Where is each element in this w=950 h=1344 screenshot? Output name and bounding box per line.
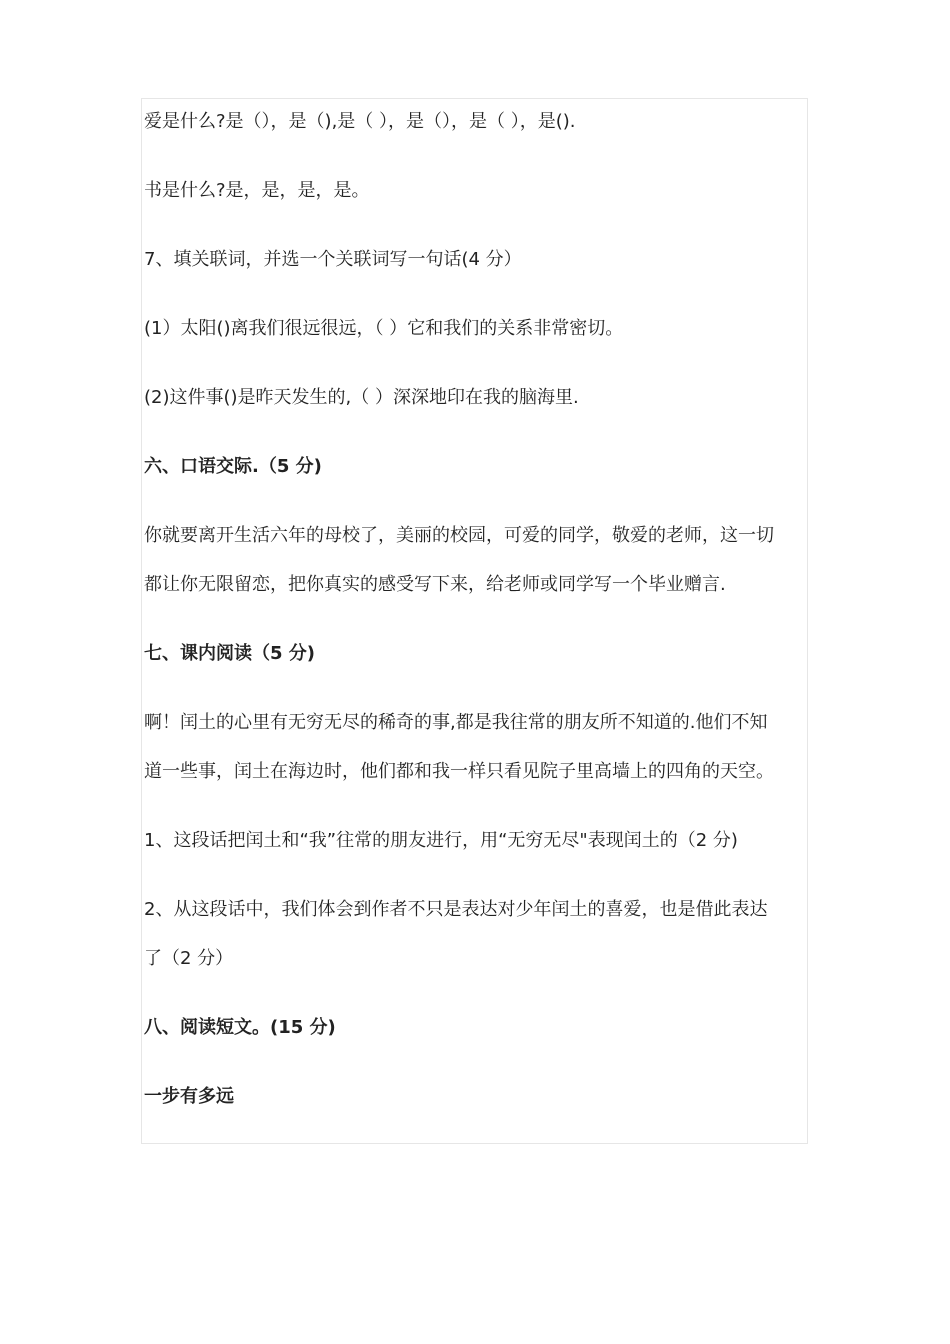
- section-7-heading: 七、课内阅读（5 分): [144, 643, 316, 664]
- section-8-heading: 八、阅读短文。(15 分): [144, 1017, 336, 1038]
- question-love-line: 爱是什么?是（），是（),是（ ），是（），是（ ），是().: [144, 111, 576, 132]
- reading-title: 一步有多远: [144, 1086, 234, 1107]
- question-7-heading: 7、填关联词，并选一个关联词写一句话(4 分）: [144, 249, 522, 270]
- section-7-question-2-line-1: 2、从这段话中，我们体会到作者不只是表达对少年闰土的喜爱，也是借此表达: [144, 899, 768, 920]
- question-7-item-2: (2)这件事()是昨天发生的,（ ）深深地印在我的脑海里.: [144, 387, 579, 408]
- section-7-passage-line-1: 啊！闰土的心里有无穷无尽的稀奇的事,都是我往常的朋友所不知道的.他们不知: [144, 712, 768, 733]
- section-7-question-1: 1、这段话把闰土和“我”往常的朋友进行，用“无穷无尽"表现闰土的（2 分): [144, 830, 738, 851]
- section-7-passage-line-2: 道一些事，闰土在海边时，他们都和我一样只看见院子里高墙上的四角的天空。: [144, 761, 774, 782]
- section-7-question-2-line-2: 了（2 分）: [144, 948, 234, 969]
- section-6-paragraph-line-2: 都让你无限留恋，把你真实的感受写下来，给老师或同学写一个毕业赠言.: [144, 574, 726, 595]
- question-book-line: 书是什么?是，是，是，是。: [144, 180, 370, 201]
- section-6-paragraph-line-1: 你就要离开生活六年的母校了，美丽的校园，可爱的同学，敬爱的老师，这一切: [144, 525, 774, 546]
- question-7-item-1: (1）太阳()离我们很远很远，（ ）它和我们的关系非常密切。: [144, 318, 624, 339]
- section-6-heading: 六、口语交际.（5 分): [144, 456, 322, 477]
